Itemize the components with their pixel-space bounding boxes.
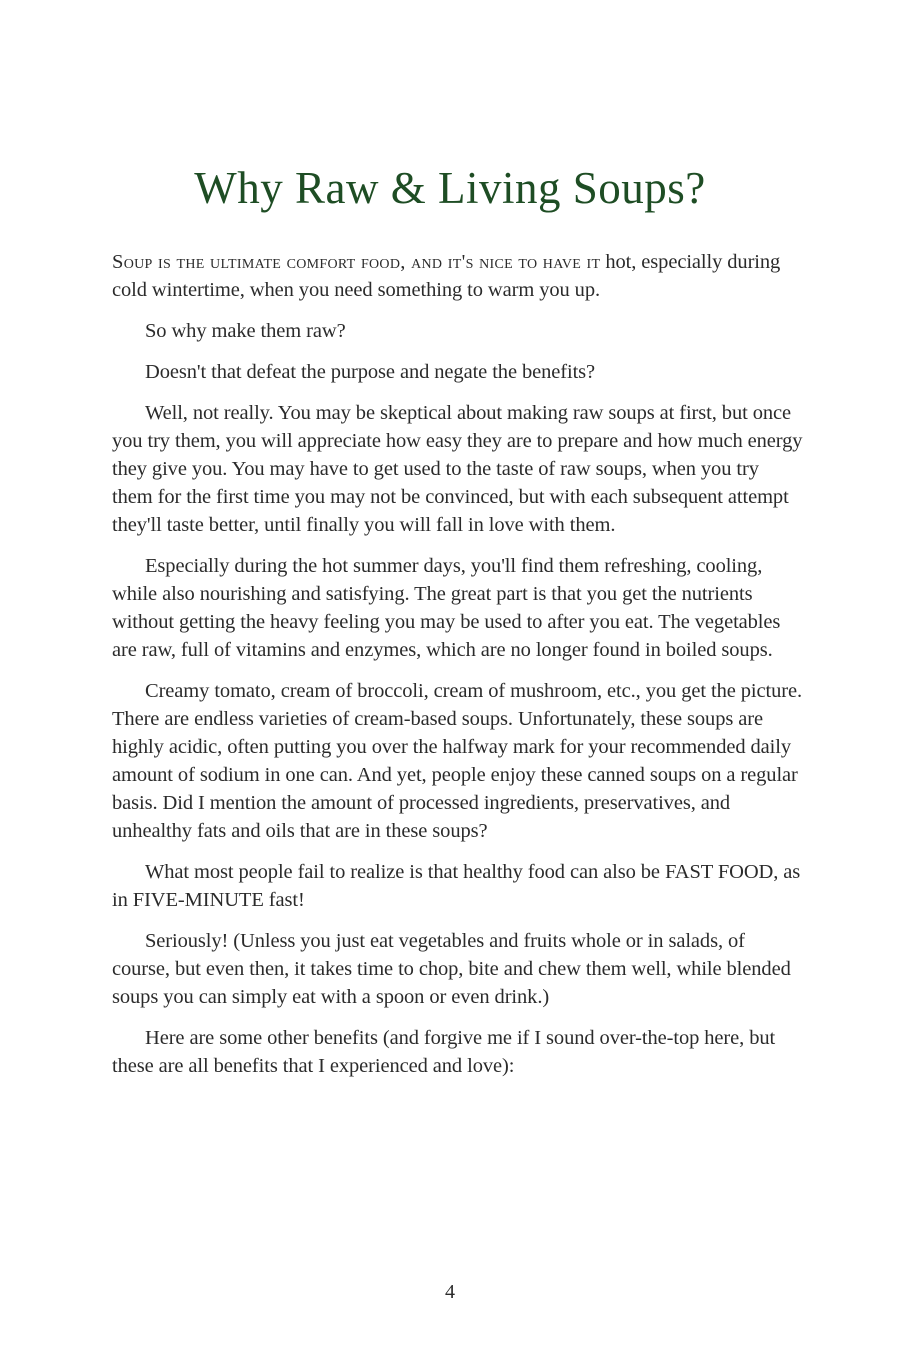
page-body	[112, 248, 804, 1080]
paragraph: Here are some other benefits (and forgive me if I sound over-the-top here, but these are all benefits that I experienced and love):	[112, 1026, 776, 1077]
page-number: 4	[445, 1281, 455, 1303]
paragraph: Doesn't that defeat the purpose and negate the benefits?	[145, 360, 596, 383]
paragraph: Creamy tomato, cream of broccoli, cream of mushroom, etc., you get the picture. There are endless varieties of cream-based soups. Unfortunately, these soups are highly acidic, often putting you over the halfway mark for your recommended daily amount of sodium in one can. And yet, people enjoy these canned soups on a regular basis. Did I mention the amount of processed ingredients, preservatives, and unhealthy fats and oils that are in these soups?	[112, 679, 802, 842]
paragraph: What most people fail to realize is that healthy food can also be FAST FOOD, as in FIVE-MINUTE fast!	[112, 860, 801, 911]
opening-rest: hot, especially during cold wintertime, when you need something to warm you up.	[112, 250, 781, 301]
opening-small-caps: Soup is the ultimate comfort food, and it's nice to have it	[112, 250, 601, 273]
paragraph: Especially during the hot summer days, you'll find them refreshing, cooling, while also nourishing and satisfying. The great part is that you get the nutrients without getting the heavy feeling you may be used to after you eat. The vegetables are raw, full of vitamins and enzymes, which are no longer found in boiled soups.	[112, 554, 781, 661]
paragraph: Seriously! (Unless you just eat vegetables and fruits whole or in salads, of course, but even then, it takes time to chop, bite and chew them well, while blended soups you can simply eat with a spoon or even drink.)	[112, 929, 791, 1008]
chapter-title: Why Raw & Living Soups?	[194, 163, 706, 213]
paragraph: So why make them raw?	[145, 319, 346, 342]
paragraph-opening	[112, 248, 804, 304]
paragraph: Well, not really. You may be skeptical about making raw soups at first, but once you try them, you will appreciate how easy they are to prepare and how much energy they give you. You may have to get used to the taste of raw soups, when you try them for the first time you may not be convinced, but with each subsequent attempt they'll taste better, until finally you will fall in love with them.	[112, 401, 803, 536]
